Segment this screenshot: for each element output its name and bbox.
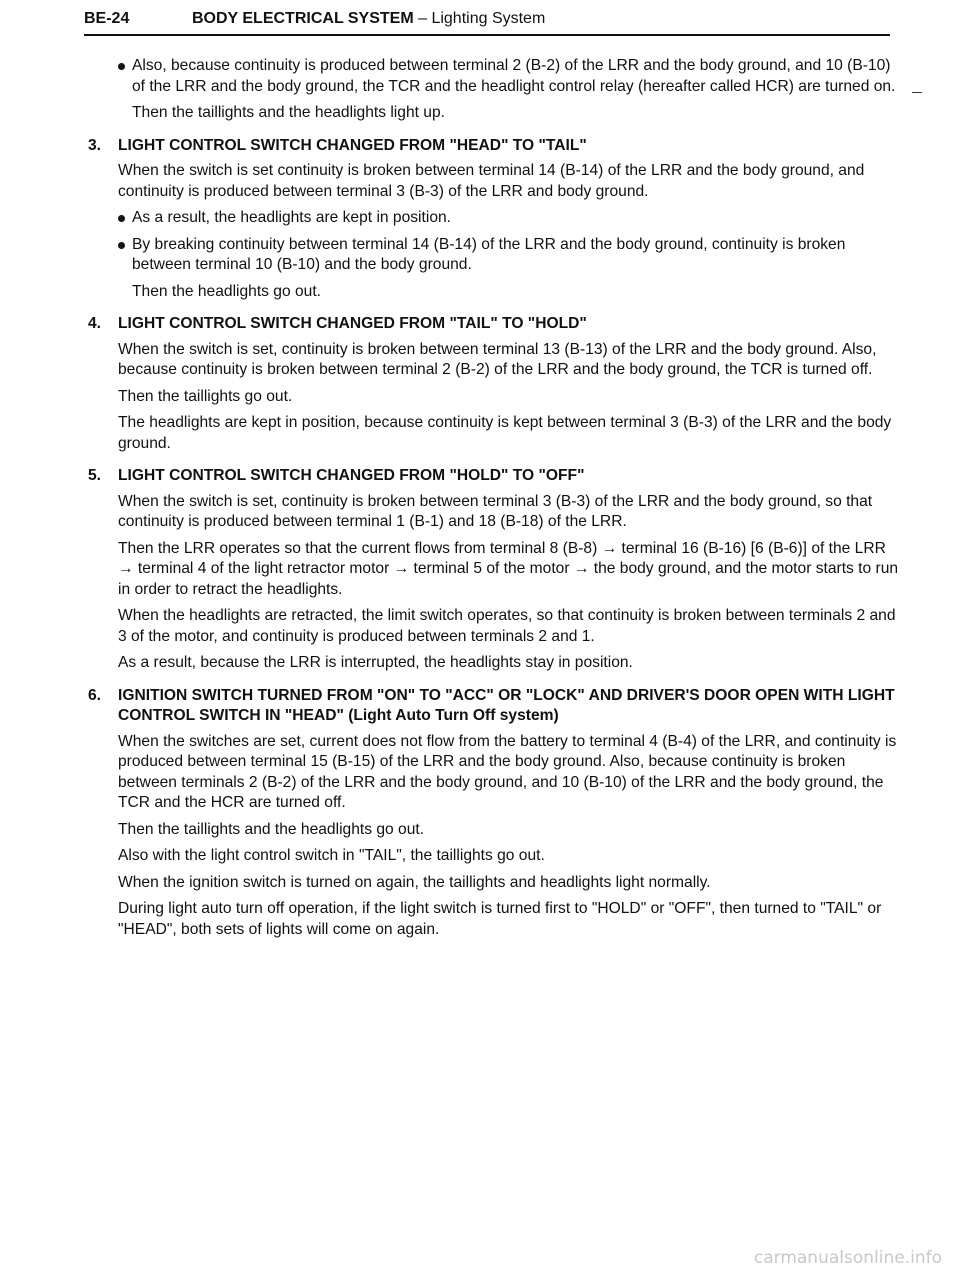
bullet-dot [118,242,125,249]
bullet-text: By breaking continuity between terminal 14 (B-14) of the LRR and the body ground, continuity is broken between terminal 10 (B-10) and the body ground. [132,235,846,273]
bullet-dot [118,63,125,70]
bullet-item [118,208,900,229]
watermark: carmanualsonline.info [753,1248,942,1268]
section-title: LIGHT CONTROL SWITCH CHANGED FROM "TAIL" TO "HOLD" [118,315,587,332]
bullet-text: Also, because continuity is produced between terminal 2 (B-2) of the LRR and the body ground, and 10 (B-10) of the LRR and the body ground, the TCR and the headlight control relay (hereafter called HCR) are turned on. [132,57,896,95]
title-bold: BODY ELECTRICAL SYSTEM [192,10,414,27]
paragraph: When the ignition switch is turned on again, the taillights and headlights light normally. [118,873,711,891]
bullet-text: As a result, the headlights are kept in position. [132,209,451,226]
section-heading [84,686,900,727]
bullet-dot [118,215,125,222]
page-title [192,10,545,28]
section-4 [84,314,900,454]
title-rest: – Lighting System [413,10,546,27]
bullet-item [118,56,900,97]
section-heading [84,136,900,157]
section-number: 6. [88,686,102,704]
paragraph: When the switch is set, continuity is broken between terminal 13 (B-13) of the LRR and the body ground. Also, because continuity is broken between terminal 2 (B-2) of the LRR and the body ground, the TCR is turned off. [118,340,877,378]
paragraph: Then the LRR operates so that the current flows from terminal 8 (B-8) → terminal 16 (B-16) [6 (B-6)] of the LRR → terminal 4 of the light retractor motor → terminal 5 of the motor → the body ground, and the motor starts to run in order to retract the headlights. [118,539,899,598]
paragraph: When the switches are set, current does not flow from the battery to terminal 4 (B-4) of the LRR, and continuity is produced between terminal 15 (B-15) of the LRR and the body ground. Also, because continuity is broken between terminals 2 (B-2) of the LRR and the body ground, and 10 (B-10) of the LRR and the body ground, the TCR and the HCR are turned off. [118,732,897,811]
paragraph: Then the headlights go out. [132,282,321,300]
paragraph: As a result, because the LRR is interrupted, the headlights stay in position. [118,654,633,671]
section-heading [84,466,900,487]
page-header [84,10,890,36]
page-number: BE-24 [84,10,130,27]
section-heading [84,314,900,335]
bullet-item [118,235,900,276]
section-6 [84,686,900,941]
paragraph: When the headlights are retracted, the limit switch operates, so that continuity is broken between terminals 2 and 3 of the motor, and continuity is produced between terminals 2 and 1. [118,607,896,645]
paragraph: Then the taillights and the headlights light up. [132,104,445,121]
section-title: LIGHT CONTROL SWITCH CHANGED FROM "HEAD" TO "TAIL" [118,136,587,154]
section-title: LIGHT CONTROL SWITCH CHANGED FROM "HOLD" TO "OFF" [118,467,585,484]
section-number: 5. [88,467,102,484]
section-5 [84,466,900,674]
margin-mark [912,92,922,93]
paragraph: Then the taillights go out. [118,387,293,405]
paragraph: When the switch is set continuity is broken between terminal 14 (B-14) of the LRR and the body ground, and continuity is produced between terminal 3 (B-3) of the LRR and body ground. [118,162,865,200]
section-3 [84,136,900,303]
paragraph: The headlights are kept in position, because continuity is kept between terminal 3 (B-3) of the LRR and the body ground. [118,414,892,452]
section-number: 3. [88,136,102,154]
paragraph: Also with the light control switch in "TAIL", the taillights go out. [118,847,545,864]
paragraph: When the switch is set, continuity is broken between terminal 3 (B-3) of the LRR and the body ground, so that continuity is produced between terminal 1 (B-1) and 18 (B-18) of the LRR. [118,492,873,530]
paragraph: During light auto turn off operation, if the light switch is turned first to "HOLD" or "OFF", then turned to "TAIL" or "HEAD", both sets of lights will come on again. [118,900,882,938]
section-number: 4. [88,315,102,332]
section-title: IGNITION SWITCH TURNED FROM "ON" TO "ACC" OR "LOCK" AND DRIVER'S DOOR OPEN WITH LIGHT CONTROL SWITCH IN "HEAD" (Light Auto Turn Off system) [118,686,895,724]
paragraph: Then the taillights and the headlights go out. [118,820,425,838]
body-text [84,56,900,946]
